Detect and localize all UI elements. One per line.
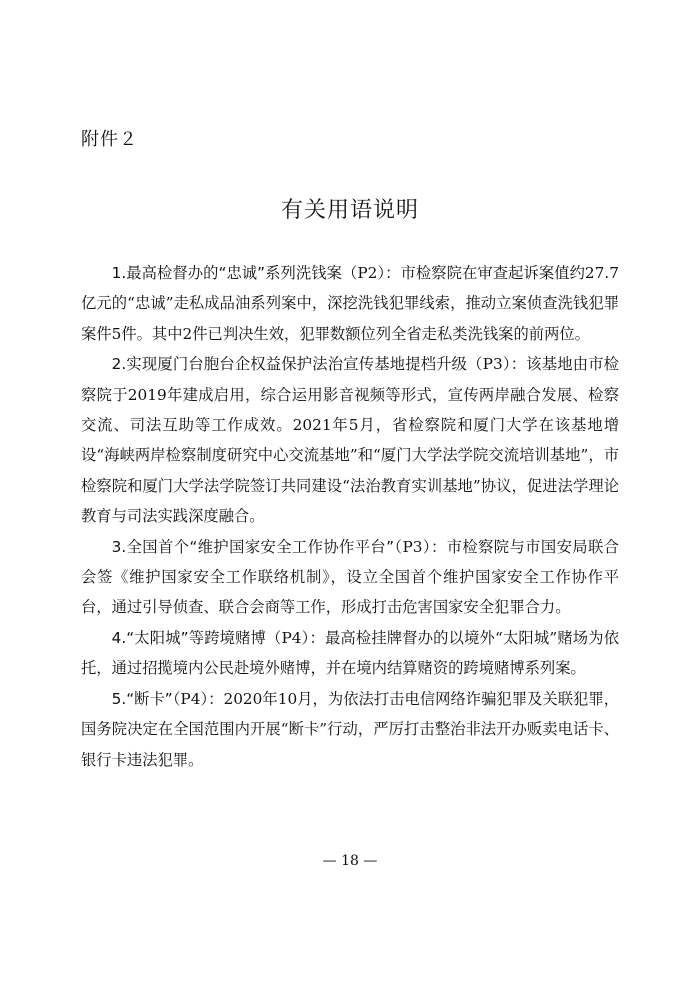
term-item-1 [81,258,619,349]
term-description: 最高检挂牌督办的以境外“太阳城”赌场为依托，通过招揽境内公民赴境外赌博，并在境内结算赌资的跨境赌博系列案。 [81,628,619,678]
page-number: — 18 — [322,853,378,869]
document-body [81,258,619,775]
term-item-4 [81,623,619,684]
term-heading: 3.全国首个“维护国家安全工作协作平台” [111,537,395,556]
term-description: 该基地由市检察院于2019年建成启用，综合运用影音视频等形式，宣传两岸融合发展、检察交流、司法互助等工作成效。2021年5月，省检察院和厦门大学在该基地增设“海峡两岸检察制度研究中心交流基地”和“厦门大学法学院交流培训基地”，市检察院和厦门大学法学院签订共同建设“法治教育实训基地”协议，促进法学理论教育与司法实践深度融合。 [81,355,619,526]
term-page-ref: （P3）： [467,355,527,374]
term-item-2 [81,349,619,531]
term-heading: 2.实现厦门台胞台企权益保护法治宣传基地提档升级 [111,355,468,374]
term-page-ref: （P4）： [172,689,224,708]
attachment-label: 附件２ [81,129,138,150]
term-heading: 1.最高检督办的“忠诚”系列洗钱案 [111,264,342,282]
term-page-ref: （P3）： [394,537,447,556]
term-heading: 5.“断卡” [111,689,173,708]
term-item-3 [81,532,619,623]
term-heading: 4.“太阳城”等跨境赌博 [111,628,267,647]
term-description: 市检察院在审查起诉案值约27.7亿元的“忠诚”走私成品油系列案中，深挖洗钱犯罪线索，推动立案侦查洗钱犯罪案件5件。其中2件已判决生效，犯罪数额位列全省走私类洗钱案的前两位。 [81,264,619,343]
term-item-5 [81,684,619,775]
term-description: 2020年10月，为依法打击电信网络诈骗犯罪及关联犯罪，国务院决定在全国范围内开展“断卡”行动，严厉打击整治非法开办贩卖电话卡、银行卡违法犯罪。 [81,689,619,769]
term-page-ref: （P4）： [266,628,325,647]
term-page-ref: （P2）： [342,264,401,282]
term-description: 市检察院与市国安局联合会签《维护国家安全工作联络机制》，设立全国首个维护国家安全工作协作平台，通过引导侦查、联合会商等工作，形成打击危害国家安全犯罪合力。 [81,537,619,617]
document-title: 有关用语说明 [280,198,419,223]
